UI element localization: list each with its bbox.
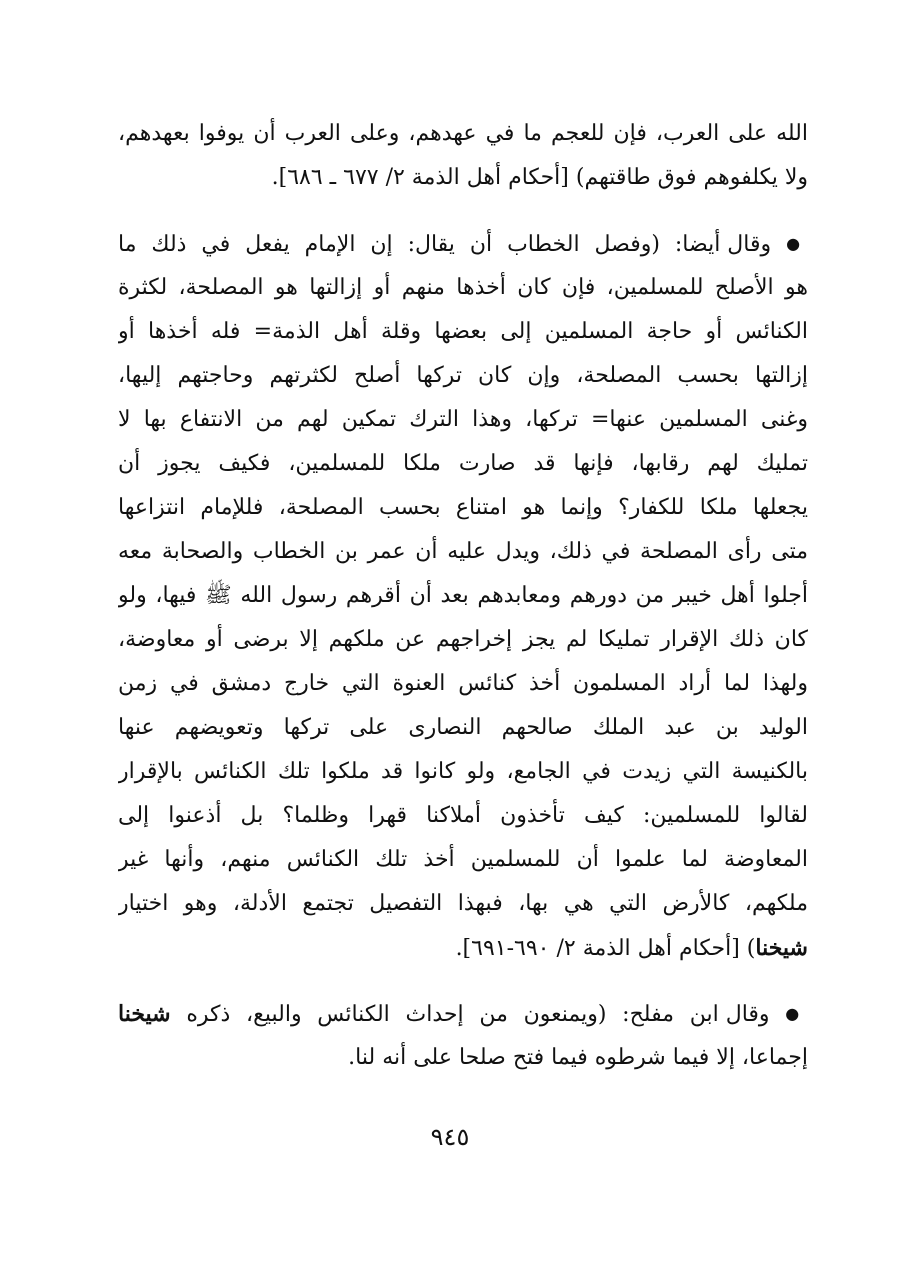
- paragraph-1: [118, 112, 808, 200]
- bullet-icon: ●: [786, 234, 808, 253]
- text-line: يجعلها ملكا للكفار؟ وإنما هو امتناع بحسب المصلحة، فللإمام انتزاعها: [118, 495, 808, 520]
- text-line-content: وقال أيضا: (وفصل الخطاب أن يقال: إن الإمام يفعل في ذلك ما: [118, 232, 772, 257]
- text-line: إزالتها بحسب المصلحة، وإن كان تركها أصلح لكثرتهم وحاجتهم إليها،: [118, 363, 808, 388]
- text-line: [118, 992, 808, 1036]
- text-line: لقالوا للمسلمين: كيف تأخذون أملاكنا قهرا وظلما؟ بل أذعنوا إلى: [118, 803, 808, 828]
- text-line: بالكنيسة التي زيدت في الجامع، ولو كانوا قد ملكوا تلك الكنائس بالإقرار: [118, 759, 808, 784]
- paragraph-3: [118, 992, 808, 1080]
- citation: ) [أحكام أهل الذمة ٢/ ٦٩٠-٦٩١].: [455, 936, 756, 961]
- text-line: ملكهم، كالأرض التي هي بها، فبهذا التفصيل تجتمع الأدلة، وهو اختيار: [118, 891, 808, 916]
- text-line: [118, 222, 808, 266]
- text-line: متى رأى المصلحة في ذلك، ويدل عليه أن عمر بن الخطاب والصحابة معه: [118, 539, 808, 564]
- page-body: [118, 112, 808, 1080]
- text-line: أجلوا أهل خيبر من دورهم ومعابدهم بعد أن أقرهم رسول الله ﷺ فيها، ولو: [118, 583, 808, 608]
- text-line: وغنى المسلمين عنها= تركها، وهذا الترك تمكين لهم من الانتفاع بها لا: [118, 407, 808, 432]
- text-line: الوليد بن عبد الملك صالحهم النصارى على تركها وتعويضهم عنها: [118, 715, 808, 740]
- bold-term: شيخنا: [118, 1001, 171, 1027]
- text-line: هو الأصلح للمسلمين، فإن كان أخذها منهم أو إزالتها هو المصلحة، لكثرة: [118, 275, 808, 300]
- text-line: الله على العرب، فإن للعجم ما في عهدهم، وعلى العرب أن يوفوا بعهدهم،: [118, 121, 808, 146]
- text-line: تمليك لهم رقابها، فإنها قد صارت ملكا للمسلمين، فكيف يجوز أن: [118, 451, 808, 476]
- text-line: المعاوضة لما علموا أن للمسلمين أخذ تلك الكنائس منهم، وأنها غير: [118, 847, 808, 872]
- text-line: [118, 926, 808, 970]
- text-line: ولا يكلفوهم فوق طاقتهم) [أحكام أهل الذمة ٢/ ٦٧٧ ـ ٦٨٦].: [271, 165, 808, 190]
- bold-term: شيخنا: [755, 935, 808, 961]
- text-line-content: وقال ابن مفلح: (ويمنعون من إحداث الكنائس والبيع، ذكره: [170, 1002, 770, 1027]
- text-line: ولهذا لما أراد المسلمون أخذ كنائس العنوة التي خارج دمشق في زمن: [118, 671, 808, 696]
- text-line: الكنائس أو حاجة المسلمين إلى بعضها وقلة أهل الذمة= فله أخذها أو: [118, 319, 808, 344]
- page-number: ٩٤٥: [430, 1123, 470, 1151]
- bullet-icon: ●: [785, 1004, 808, 1023]
- text-line: كان ذلك الإقرار تمليكا لم يجز إخراجهم عن ملكهم إلا برضى أو معاوضة،: [118, 627, 808, 652]
- paragraph-2: [118, 222, 808, 970]
- text-line: إجماعا، إلا فيما شرطوه فيما فتح صلحا على أنه لنا.: [348, 1045, 808, 1070]
